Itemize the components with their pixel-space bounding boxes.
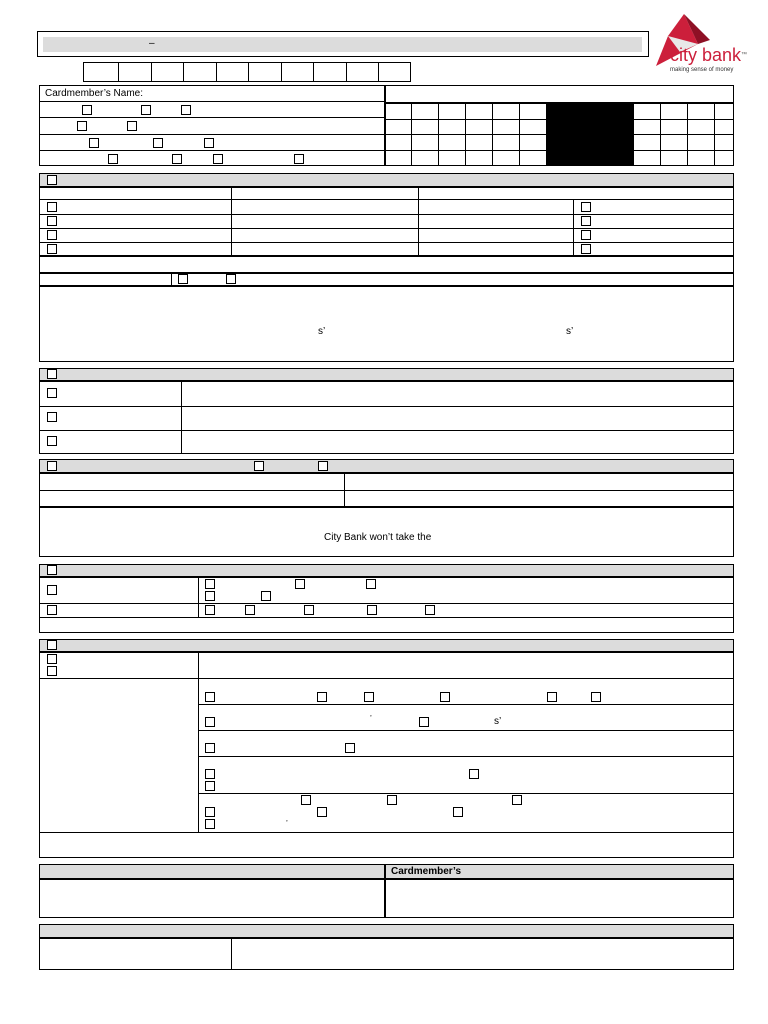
section-4-header (39, 564, 734, 577)
checkbox[interactable] (47, 654, 57, 664)
checkbox[interactable] (172, 154, 182, 164)
signature-box-right[interactable] (385, 879, 734, 918)
checkbox[interactable] (82, 105, 92, 115)
checkbox[interactable] (345, 743, 355, 753)
section-2-table (39, 381, 734, 454)
checkbox[interactable] (89, 138, 99, 148)
section-1-row-b[interactable] (39, 273, 734, 286)
section-5-header (39, 639, 734, 652)
section-5-checkbox[interactable] (47, 640, 57, 650)
section-1-checkbox[interactable] (47, 175, 57, 185)
checkbox[interactable] (387, 795, 397, 805)
checkbox[interactable] (547, 692, 557, 702)
checkbox[interactable] (47, 605, 57, 615)
cardmember-signature-label: Cardmember’s (391, 866, 462, 877)
checkbox[interactable] (317, 692, 327, 702)
checkbox[interactable] (317, 807, 327, 817)
checkbox[interactable] (47, 412, 57, 422)
section-1-row-a[interactable] (39, 256, 734, 273)
checkbox[interactable] (581, 202, 591, 212)
checkbox[interactable] (591, 692, 601, 702)
checkbox[interactable] (205, 743, 215, 753)
checkbox[interactable] (181, 105, 191, 115)
checkbox[interactable] (254, 461, 264, 471)
section-1-header (39, 173, 734, 187)
checkbox[interactable] (47, 216, 57, 226)
apostrophe-mark: ’ (286, 819, 288, 828)
section-1-notes[interactable] (39, 286, 734, 362)
signature-box-left[interactable] (39, 879, 385, 918)
checkbox[interactable] (47, 202, 57, 212)
checkbox[interactable] (581, 230, 591, 240)
checkbox[interactable] (47, 666, 57, 676)
checkbox[interactable] (512, 795, 522, 805)
possessive-mark: s’ (494, 716, 502, 727)
checkbox[interactable] (205, 819, 215, 829)
section-4-table (39, 577, 734, 633)
logo-tagline: making sense of money (670, 67, 734, 73)
checkbox[interactable] (47, 585, 57, 595)
checkbox[interactable] (153, 138, 163, 148)
section-2-header (39, 368, 734, 381)
cardmember-right-header[interactable] (385, 85, 734, 103)
checkbox[interactable] (318, 461, 328, 471)
checkbox[interactable] (419, 717, 429, 727)
office-use-box[interactable] (39, 938, 734, 970)
checkbox[interactable] (304, 605, 314, 615)
checkbox[interactable] (364, 692, 374, 702)
checkbox[interactable] (77, 121, 87, 131)
checkbox[interactable] (425, 605, 435, 615)
section-2-checkbox[interactable] (47, 369, 57, 379)
checkbox[interactable] (205, 781, 215, 791)
office-use-header (39, 924, 734, 938)
cardmember-name-label: Cardmember’s Name: (45, 88, 143, 99)
possessive-mark-left: s’ (318, 326, 326, 337)
checkbox[interactable] (47, 436, 57, 446)
comma-mark: ’ (370, 714, 372, 723)
checkbox[interactable] (366, 579, 376, 589)
checkbox[interactable] (301, 795, 311, 805)
section-3-header (39, 459, 734, 473)
checkbox[interactable] (204, 138, 214, 148)
card-number-cells[interactable] (83, 62, 411, 82)
section-4-checkbox[interactable] (47, 565, 57, 575)
delivery-disclaimer: City Bank won’t take the (324, 532, 432, 543)
checkbox[interactable] (127, 121, 137, 131)
checkbox[interactable] (367, 605, 377, 615)
logo-text: city bank (670, 45, 742, 65)
checkbox[interactable] (581, 216, 591, 226)
checkbox[interactable] (141, 105, 151, 115)
possessive-mark-right: s’ (566, 326, 574, 337)
checkbox[interactable] (453, 807, 463, 817)
checkbox[interactable] (205, 605, 215, 615)
form-title-dash: – (149, 38, 155, 49)
section-5-table (39, 652, 734, 858)
checkbox[interactable] (469, 769, 479, 779)
checkbox[interactable] (205, 769, 215, 779)
checkbox[interactable] (294, 154, 304, 164)
checkbox[interactable] (440, 692, 450, 702)
checkbox[interactable] (295, 579, 305, 589)
checkbox[interactable] (108, 154, 118, 164)
checkbox[interactable] (205, 692, 215, 702)
section-1-table (39, 187, 734, 256)
checkbox[interactable] (47, 244, 57, 254)
signature-header-left (39, 864, 385, 879)
redacted-block (546, 103, 633, 166)
checkbox[interactable] (178, 274, 188, 284)
checkbox[interactable] (47, 388, 57, 398)
checkbox[interactable] (245, 605, 255, 615)
checkbox[interactable] (581, 244, 591, 254)
checkbox[interactable] (213, 154, 223, 164)
logo-wordmark (670, 46, 747, 64)
logo-tm: ™ (741, 52, 748, 58)
checkbox[interactable] (205, 579, 215, 589)
checkbox[interactable] (47, 230, 57, 240)
checkbox[interactable] (261, 591, 271, 601)
checkbox[interactable] (226, 274, 236, 284)
checkbox[interactable] (205, 591, 215, 601)
checkbox[interactable] (205, 717, 215, 727)
checkbox[interactable] (205, 807, 215, 817)
form-title-bar (43, 37, 642, 52)
section-3-checkbox[interactable] (47, 461, 57, 471)
